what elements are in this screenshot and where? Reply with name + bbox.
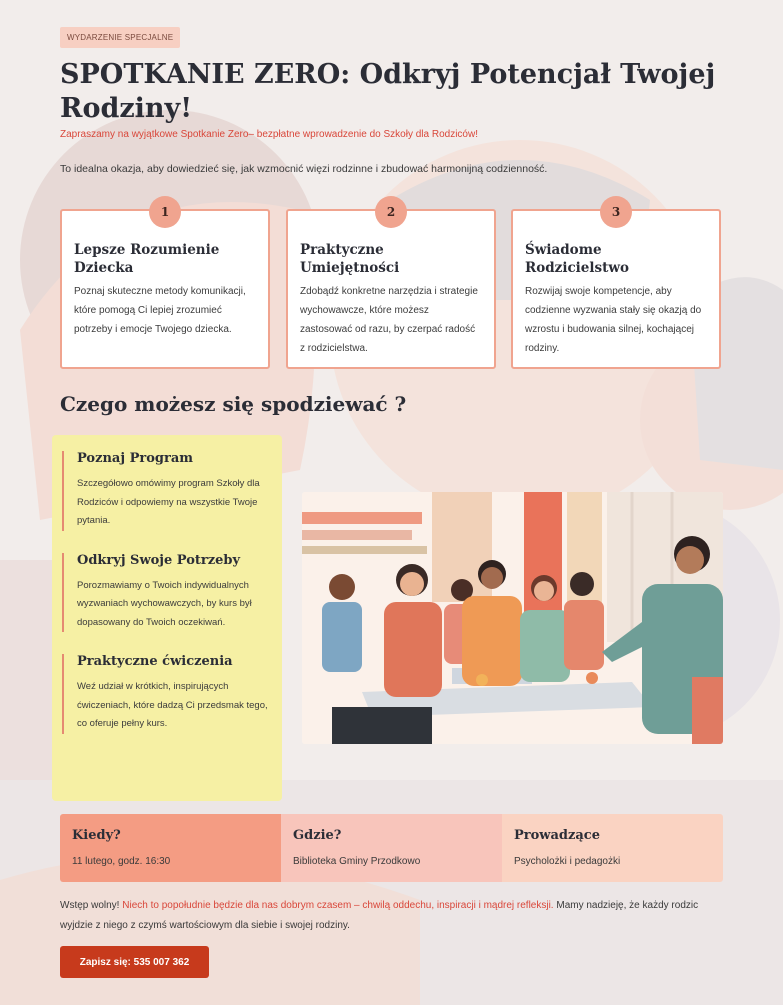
host-value: Psycholożki i pedagożki xyxy=(514,856,621,867)
closing-part-2: Mamy nadzieję, że każdy rodzic wyjdzie z niego z czymś wartościowym dla siebie i swojej rodziny. xyxy=(60,900,699,931)
closing-part-1: Wstęp wolny! xyxy=(60,900,123,911)
benefit-card-1 xyxy=(60,205,270,369)
card-text: Poznaj skuteczne metody komunikacji, które pomogą Ci lepiej zrozumieć potrzeby i emocje Twojego dziecka. xyxy=(74,286,246,335)
expect-heading: Czego możesz się spodziewać ? xyxy=(60,392,407,416)
agenda-step-2 xyxy=(62,553,268,633)
agenda-step-3 xyxy=(62,654,268,734)
card-title: Lepsze Rozumienie Dziecka xyxy=(74,242,220,276)
subtitle: Zapraszamy na wyjątkowe Spotkanie Zero– bezpłatne wprowadzenie do Szkoły dla Rodziców! xyxy=(60,129,478,140)
signup-button[interactable]: Zapisz się: 535 007 362 xyxy=(60,946,209,978)
workshop-illustration xyxy=(302,492,723,744)
where-cell xyxy=(281,814,502,882)
benefit-card-3 xyxy=(511,205,721,369)
when-cell xyxy=(60,814,281,882)
closing-highlight: Niech to popołudnie będzie dla nas dobrym czasem – chwilą oddechu, inspiracji i mądrej refleksji. xyxy=(122,900,554,911)
card-text: Rozwijaj swoje kompetencje, aby codzienne wyzwania stały się okazją do wzrostu i budowania silnej, kochającej rodziny. xyxy=(525,286,702,354)
step-text: Weź udział w krótkich, inspirujących ćwiczeniach, które dadzą Ci przedsmak tego, co oferuje pełny kurs. xyxy=(77,681,268,729)
agenda-step-1 xyxy=(62,451,268,531)
step-title: Odkryj Swoje Potrzeby xyxy=(77,552,241,568)
card-number-badge: 1 xyxy=(149,196,181,228)
card-number-badge: 2 xyxy=(375,196,407,228)
host-cell xyxy=(502,814,723,882)
where-label: Gdzie? xyxy=(293,828,342,843)
step-text: Porozmawiamy o Twoich indywidualnych wyzwaniach wychowawczych, by kurs był dopasowany do Twoich oczekiwań. xyxy=(77,579,252,628)
card-number-badge: 3 xyxy=(600,196,632,228)
agenda-panel xyxy=(52,435,282,801)
when-label: Kiedy? xyxy=(72,828,121,843)
closing-text xyxy=(60,896,725,936)
when-value: 11 lutego, godz. 16:30 xyxy=(72,856,171,867)
event-details-bar xyxy=(60,814,723,882)
step-title: Poznaj Program xyxy=(77,451,193,466)
intro-text: To idealna okazja, aby dowiedzieć się, jak wzmocnić więzi rodzinne i zbudować harmonijną codzienność. xyxy=(60,163,548,175)
page-title: SPOTKANIE ZERO: Odkryj Potencjał Twojej Rodziny! xyxy=(60,59,716,124)
event-badge: WYDARZENIE SPECJALNE xyxy=(60,27,180,48)
card-title: Praktyczne Umiejętności xyxy=(300,242,400,276)
step-text: Szczegółowo omówimy program Szkoły dla Rodziców i odpowiemy na wszystkie Twoje pytania. xyxy=(77,478,260,526)
card-title: Świadome Rodzicielstwo xyxy=(525,242,629,276)
benefit-card-2 xyxy=(286,205,496,369)
host-label: Prowadzące xyxy=(514,828,600,843)
where-value: Biblioteka Gminy Przodkowo xyxy=(293,856,421,867)
card-text: Zdobądź konkretne narzędzia i strategie wychowawcze, które możesz zastosować od razu, by czerpać radość z rodzicielstwa. xyxy=(300,286,478,354)
step-title: Praktyczne ćwiczenia xyxy=(77,654,233,669)
